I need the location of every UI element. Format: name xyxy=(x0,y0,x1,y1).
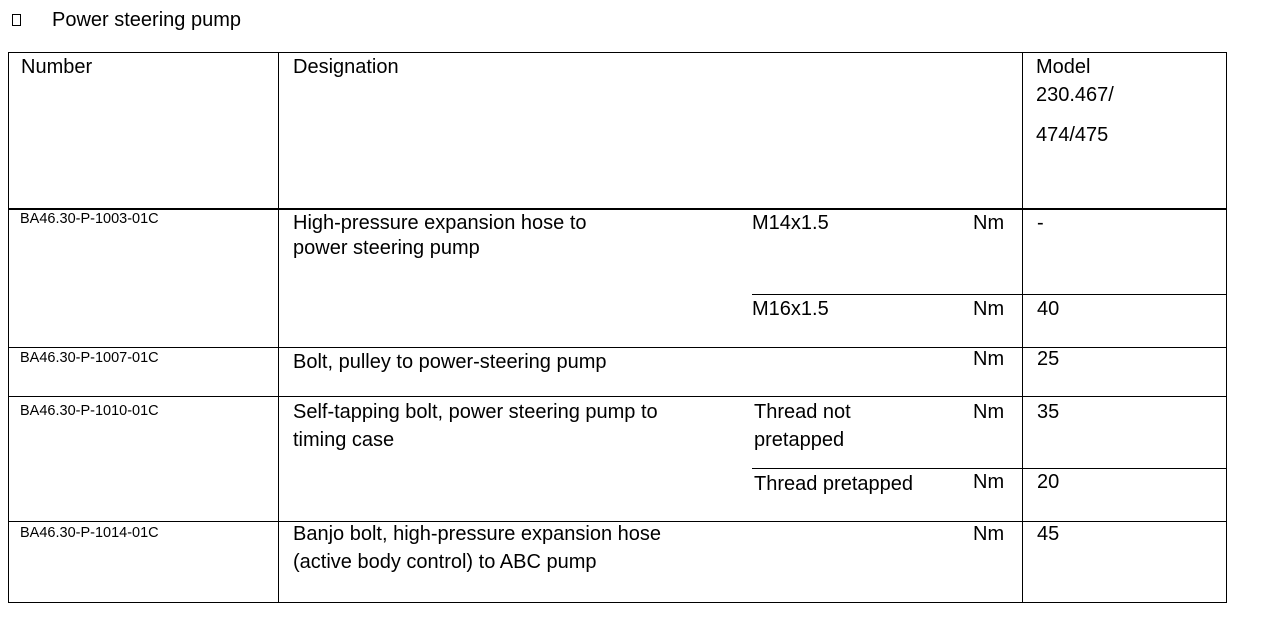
header-designation: Designation xyxy=(293,56,399,78)
row-3-designation-line-1: Self-tapping bolt, power steering pump to xyxy=(293,401,658,423)
row-3-value-2: 20 xyxy=(1037,471,1060,493)
row-3-spec-1-line-1: Thread not xyxy=(754,401,851,423)
row-2-unit-1: Nm xyxy=(973,348,1005,370)
checkbox-icon xyxy=(12,14,21,26)
row-1-spec-2: M16x1.5 xyxy=(752,298,829,320)
header-model-line-2: 230.467/ xyxy=(1036,84,1114,106)
row-3-designation-line-2: timing case xyxy=(293,429,395,451)
row-1-unit-1: Nm xyxy=(973,212,1005,234)
row-4-number: BA46.30-P-1014-01C xyxy=(20,525,159,541)
subrow-divider-1 xyxy=(752,294,1226,295)
col-divider-number xyxy=(278,53,279,602)
row-3-unit-2: Nm xyxy=(973,471,1005,493)
row-4-unit-1: Nm xyxy=(973,523,1005,545)
row-2-number: BA46.30-P-1007-01C xyxy=(20,350,159,366)
header-model-line-1: Model xyxy=(1036,56,1091,78)
row-1-number: BA46.30-P-1003-01C xyxy=(20,211,159,227)
row-1-designation-line-1: High-pressure expansion hose to xyxy=(293,212,587,234)
header-divider xyxy=(9,208,1226,210)
row-4-value-1: 45 xyxy=(1037,523,1060,545)
row-divider-2 xyxy=(9,396,1226,397)
torque-table xyxy=(8,52,1227,603)
row-1-spec-1: M14x1.5 xyxy=(752,212,829,234)
section-heading xyxy=(12,8,241,32)
col-divider-designation xyxy=(1022,53,1023,602)
header-number: Number xyxy=(21,56,93,78)
section-title: Power steering pump xyxy=(52,8,241,31)
row-1-designation-line-2: power steering pump xyxy=(293,237,480,259)
row-1-value-1: - xyxy=(1037,212,1044,234)
row-3-spec-1-line-2: pretapped xyxy=(754,429,845,451)
row-4-designation-line-2: (active body control) to ABC pump xyxy=(293,551,597,573)
row-3-unit-1: Nm xyxy=(973,401,1005,423)
subrow-divider-3 xyxy=(752,468,1226,469)
row-2-designation-line-1: Bolt, pulley to power-steering pump xyxy=(293,351,607,373)
row-1-value-2: 40 xyxy=(1037,298,1060,320)
row-1-unit-2: Nm xyxy=(973,298,1005,320)
row-2-value-1: 25 xyxy=(1037,348,1060,370)
header-model-line-3: 474/475 xyxy=(1036,124,1109,146)
row-3-value-1: 35 xyxy=(1037,401,1060,423)
row-3-number: BA46.30-P-1010-01C xyxy=(20,403,159,419)
row-4-designation-line-1: Banjo bolt, high-pressure expansion hose xyxy=(293,523,662,545)
row-3-spec-2: Thread pretapped xyxy=(754,473,914,495)
